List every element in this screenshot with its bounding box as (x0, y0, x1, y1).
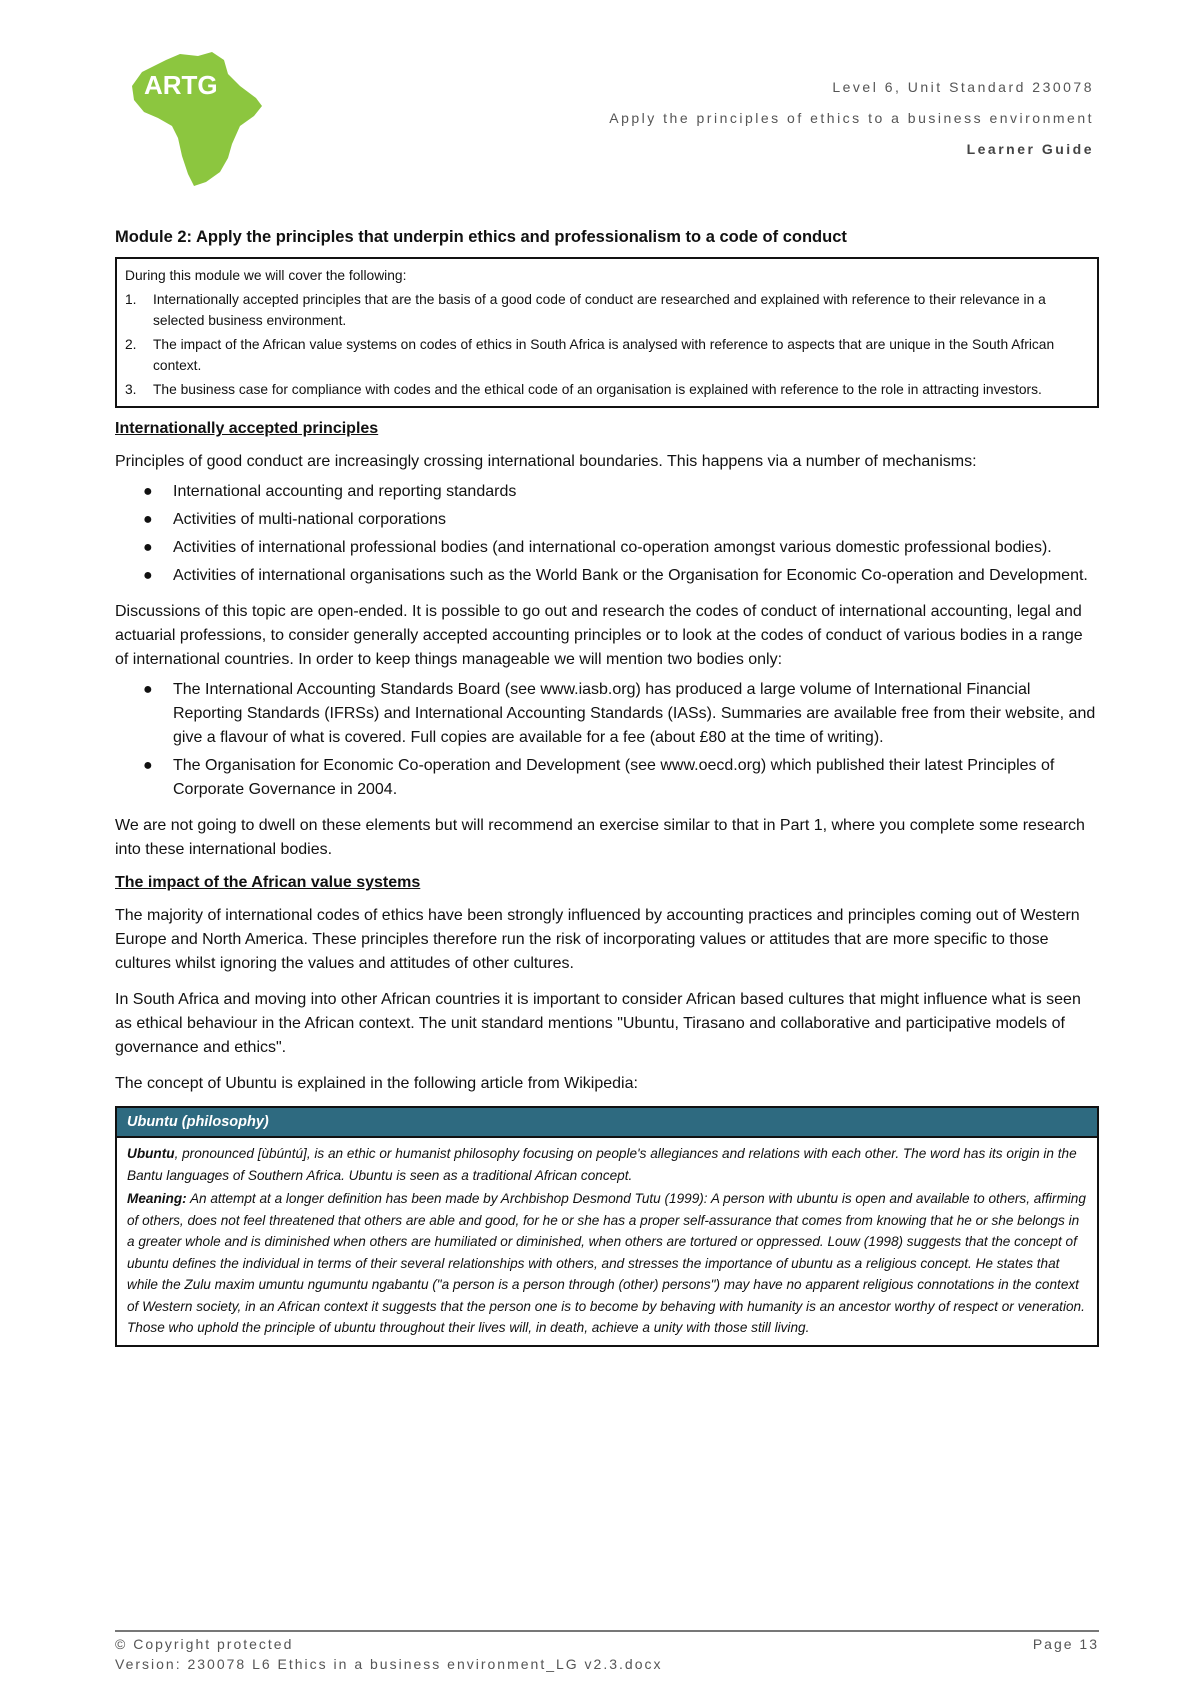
header-unit-standard: Level 6, Unit Standard 230078 (832, 79, 1094, 95)
excerpt-body (117, 1138, 1097, 1345)
list-item (115, 678, 1099, 750)
overview-item-number: 3. (125, 382, 137, 397)
overview-item (125, 379, 1083, 400)
list-item (115, 564, 1099, 588)
module-overview-box (115, 257, 1099, 408)
header-learner-guide: Learner Guide (966, 141, 1094, 157)
logo-text: ARTG (144, 70, 218, 100)
overview-item (125, 334, 1083, 376)
mechanisms-list (115, 480, 1099, 588)
overview-item-text: The business case for compliance with codes and the ethical code of an organisation is explained with reference to the role in attracting investors. (153, 382, 1042, 397)
page-number: Page 13 (1032, 1636, 1099, 1652)
list-item-text: Activities of international organisations such as the World Bank or the Organisation for Economic Co-operation and Development. (173, 567, 1088, 584)
overview-item-number: 2. (125, 337, 137, 352)
bullet-icon: ● (143, 757, 153, 774)
list-item-text: Activities of multi-national corporations (173, 511, 447, 528)
list-item (115, 508, 1099, 532)
section-heading-african-values: The impact of the African value systems (115, 874, 421, 891)
list-item (115, 536, 1099, 560)
bullet-icon: ● (143, 483, 153, 500)
wikipedia-excerpt-box (115, 1106, 1099, 1347)
list-item-text: The Organisation for Economic Co-operation and Development (see www.oecd.org) which published their latest Principles of Corporate Governance in 2004. (173, 757, 1055, 798)
section-heading-international: Internationally accepted principles (115, 420, 379, 437)
list-item (115, 480, 1099, 504)
document-header (609, 72, 1094, 165)
overview-item (125, 289, 1083, 331)
list-item-text: International accounting and reporting standards (173, 483, 517, 500)
excerpt-term: Ubuntu (127, 1146, 175, 1161)
excerpt-paragraph (127, 1143, 1087, 1186)
excerpt-text: , pronounced [ùbúntú], is an ethic or humanist philosophy focusing on people's allegiances and relations with each other. The word has its origin in the Bantu languages of Southern Africa. Ubuntu is seen as a traditional African concept. (127, 1146, 1077, 1183)
bullet-icon: ● (143, 567, 153, 584)
bullet-icon: ● (143, 511, 153, 528)
paragraph: In South Africa and moving into other African countries it is important to consider African based cultures that might influence what is seen as ethical behaviour in the African context. The unit standard mentions "Ubuntu, Tirasano and collaborative and participative models of governance and ethics". (115, 991, 1081, 1056)
excerpt-title: Ubuntu (philosophy) (117, 1108, 1097, 1138)
excerpt-term: Meaning: (127, 1191, 187, 1206)
artg-logo (128, 46, 268, 194)
bodies-list (115, 678, 1099, 802)
module-title: Module 2: Apply the principles that underpin ethics and professionalism to a code of conduct (115, 228, 847, 246)
overview-item-text: The impact of the African value systems on codes of ethics in South Africa is analysed with reference to aspects that are unique in the South African context. (153, 337, 1055, 373)
list-item (115, 754, 1099, 802)
copyright-notice: © Copyright protected (115, 1636, 294, 1652)
overview-item-text: Internationally accepted principles that are the basis of a good code of conduct are researched and explained with reference to their relevance in a selected business environment. (153, 292, 1046, 328)
paragraph: The majority of international codes of ethics have been strongly influenced by accounting practices and principles coming out of Western Europe and North America. These principles therefore run the risk of incorporating values or attitudes that are more specific to those cultures whilst ignoring the values and attitudes of other cultures. (115, 907, 1080, 972)
overview-intro: During this module we will cover the following: (125, 268, 407, 283)
paragraph: Discussions of this topic are open-ended. It is possible to go out and research the codes of conduct of international accounting, legal and actuarial professions, to consider generally accepted accounting principles or to look at the codes of conduct of various bodies in a range of international countries. In order to keep things manageable we will mention two bodies only: (115, 603, 1083, 668)
paragraph: Principles of good conduct are increasingly crossing international boundaries. This happens via a number of mechanisms: (115, 453, 977, 470)
overview-list (125, 289, 1083, 400)
overview-item-number: 1. (125, 292, 137, 307)
page-content (115, 228, 1099, 1347)
bullet-icon: ● (143, 539, 153, 556)
paragraph: The concept of Ubuntu is explained in the following article from Wikipedia: (115, 1075, 638, 1092)
paragraph: We are not going to dwell on these elements but will recommend an exercise similar to that in Part 1, where you complete some research into these international bodies. (115, 817, 1085, 858)
excerpt-paragraph (127, 1188, 1087, 1339)
footer-row (115, 1634, 1099, 1654)
version-info: Version: 230078 L6 Ethics in a business environment_LG v2.3.docx (115, 1656, 663, 1672)
document-footer (115, 1630, 1099, 1674)
bullet-icon: ● (143, 681, 153, 698)
list-item-text: Activities of international professional bodies (and international co-operation amongst various domestic professional bodies). (173, 539, 1052, 556)
list-item-text: The International Accounting Standards Board (see www.iasb.org) has produced a large volume of International Financial Reporting Standards (IFRSs) and International Accounting Standards (IASs). Summaries are available free from their website, and give a flavour of what is covered. Full copies are available for a fee (about £80 at the time of writing). (173, 681, 1096, 746)
excerpt-text: An attempt at a longer definition has been made by Archbishop Desmond Tutu (1999): A person with ubuntu is open and available to others, affirming of others, does not feel threatened that others are able and good, for he or she has a proper self-assurance that comes from knowing that he or she belongs in a greater whole and is diminished when others are humiliated or diminished, when others are tortured or oppressed. Louw (1998) suggests that the concept of ubuntu defines the individual in terms of their several relationships with others, and stresses the importance of ubuntu as a religious concept. He states that while the Zulu maxim umuntu ngumuntu ngabantu ("a person is a person through (other) persons") may have no apparent religious connotations in the context of Western society, in an African context it suggests that the person one is to become by behaving with humanity is an ancestor worthy of respect or veneration. Those who uphold the principle of ubuntu throughout their lives will, in death, achieve a unity with those still living. (127, 1191, 1086, 1335)
header-course-title: Apply the principles of ethics to a business environment (609, 110, 1094, 126)
